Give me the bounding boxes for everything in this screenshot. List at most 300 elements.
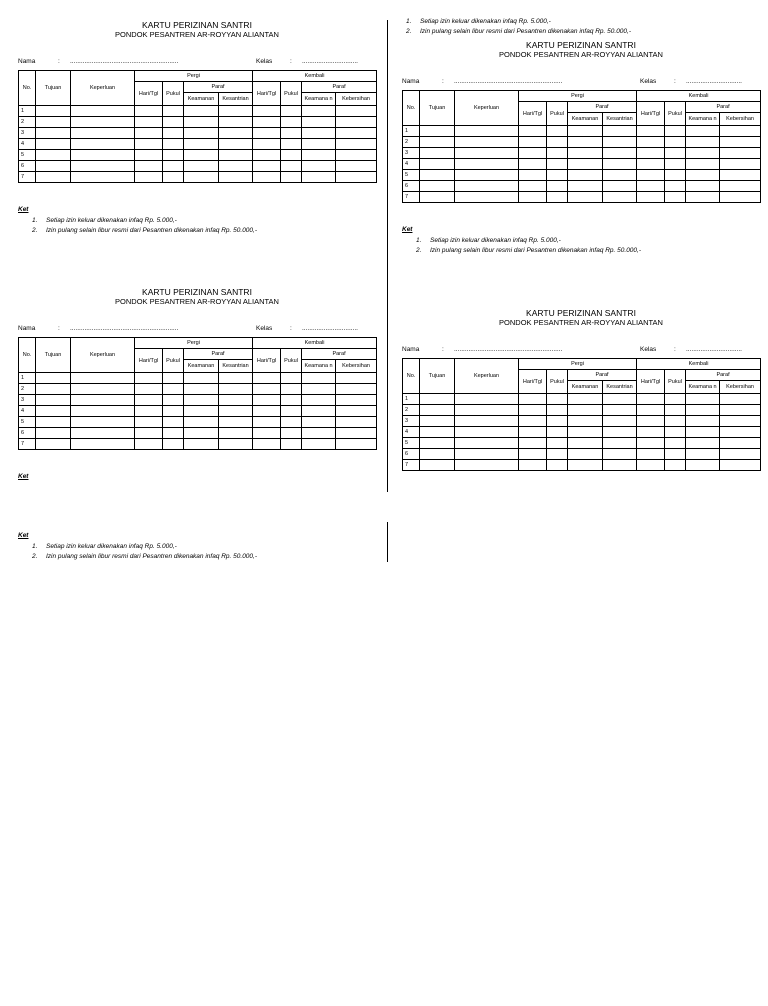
table-cell[interactable]	[281, 106, 302, 117]
table-cell[interactable]	[219, 139, 253, 150]
table-cell[interactable]	[163, 128, 184, 139]
table-cell[interactable]	[36, 428, 71, 439]
table-cell[interactable]	[336, 128, 377, 139]
table-cell[interactable]	[420, 449, 455, 460]
table-cell[interactable]	[219, 117, 253, 128]
table-cell[interactable]	[163, 172, 184, 183]
table-cell[interactable]	[665, 460, 686, 471]
table-cell[interactable]	[302, 428, 336, 439]
table-cell[interactable]	[184, 172, 219, 183]
table-cell[interactable]	[686, 438, 720, 449]
table-cell[interactable]	[302, 172, 336, 183]
table-cell[interactable]	[71, 161, 135, 172]
table-cell[interactable]	[71, 406, 135, 417]
table-cell[interactable]	[568, 416, 603, 427]
table-cell[interactable]	[302, 395, 336, 406]
table-cell[interactable]	[720, 438, 761, 449]
table-cell[interactable]	[686, 449, 720, 460]
table-cell[interactable]	[603, 394, 637, 405]
table-cell[interactable]	[36, 117, 71, 128]
table-cell[interactable]	[665, 416, 686, 427]
table-cell[interactable]	[665, 449, 686, 460]
table-cell[interactable]	[163, 106, 184, 117]
table-cell[interactable]	[281, 128, 302, 139]
table-cell[interactable]	[135, 117, 163, 128]
table-cell[interactable]	[184, 406, 219, 417]
table-cell[interactable]	[336, 139, 377, 150]
table-cell[interactable]	[547, 170, 568, 181]
table-cell[interactable]	[184, 128, 219, 139]
table-cell[interactable]	[253, 128, 281, 139]
table-cell[interactable]	[455, 449, 519, 460]
table-cell[interactable]	[665, 394, 686, 405]
table-cell[interactable]	[184, 150, 219, 161]
row-number: 6	[403, 449, 420, 460]
table-cell[interactable]	[163, 417, 184, 428]
table-cell[interactable]	[603, 148, 637, 159]
table-cell[interactable]	[637, 460, 665, 471]
table-cell[interactable]	[253, 150, 281, 161]
table-cell[interactable]	[519, 405, 547, 416]
table-cell[interactable]	[547, 449, 568, 460]
table-cell[interactable]	[603, 126, 637, 137]
table-cell[interactable]	[71, 172, 135, 183]
nama-field[interactable]: ............................................................	[70, 58, 179, 65]
table-cell[interactable]	[184, 417, 219, 428]
table-cell[interactable]	[420, 416, 455, 427]
table-cell[interactable]	[665, 126, 686, 137]
table-cell[interactable]	[519, 148, 547, 159]
table-cell[interactable]	[637, 126, 665, 137]
table-cell[interactable]	[686, 460, 720, 471]
table-cell[interactable]	[36, 161, 71, 172]
table-cell[interactable]	[163, 117, 184, 128]
table-cell[interactable]	[420, 126, 455, 137]
table-cell[interactable]	[163, 150, 184, 161]
table-cell[interactable]	[36, 395, 71, 406]
table-cell[interactable]	[720, 460, 761, 471]
table-cell[interactable]	[253, 417, 281, 428]
table-cell[interactable]	[519, 170, 547, 181]
table-cell[interactable]	[420, 394, 455, 405]
table-cell[interactable]	[336, 172, 377, 183]
table-cell[interactable]	[71, 384, 135, 395]
table-cell[interactable]	[281, 172, 302, 183]
kelas-field[interactable]: ...............................	[686, 78, 742, 85]
table-cell[interactable]	[665, 137, 686, 148]
table-cell[interactable]	[455, 438, 519, 449]
table-cell[interactable]	[720, 159, 761, 170]
table-cell[interactable]	[720, 427, 761, 438]
table-cell[interactable]	[336, 439, 377, 450]
table-cell[interactable]	[163, 395, 184, 406]
table-cell[interactable]	[568, 192, 603, 203]
table-cell[interactable]	[665, 405, 686, 416]
table-cell[interactable]	[665, 192, 686, 203]
table-cell[interactable]	[637, 449, 665, 460]
table-cell[interactable]	[603, 192, 637, 203]
table-cell[interactable]	[184, 139, 219, 150]
table-cell[interactable]	[36, 172, 71, 183]
table-cell[interactable]	[219, 395, 253, 406]
table-cell[interactable]	[302, 128, 336, 139]
table-cell[interactable]	[547, 438, 568, 449]
table-cell[interactable]	[637, 427, 665, 438]
table-cell[interactable]	[665, 181, 686, 192]
table-cell[interactable]	[547, 181, 568, 192]
table-cell[interactable]	[455, 192, 519, 203]
table-cell[interactable]	[519, 449, 547, 460]
table-cell[interactable]	[336, 417, 377, 428]
table-cell[interactable]	[219, 406, 253, 417]
table-cell[interactable]	[603, 170, 637, 181]
table-cell[interactable]	[135, 395, 163, 406]
table-cell[interactable]	[568, 449, 603, 460]
table-cell[interactable]	[720, 192, 761, 203]
table-cell[interactable]	[603, 438, 637, 449]
table-cell[interactable]	[336, 384, 377, 395]
table-cell[interactable]	[603, 159, 637, 170]
table-cell[interactable]	[135, 384, 163, 395]
table-cell[interactable]	[519, 460, 547, 471]
table-row	[19, 117, 377, 128]
table-cell[interactable]	[302, 417, 336, 428]
table-cell[interactable]	[720, 137, 761, 148]
table-cell[interactable]	[302, 117, 336, 128]
table-cell[interactable]	[36, 106, 71, 117]
table-cell[interactable]	[420, 192, 455, 203]
table-cell[interactable]	[71, 139, 135, 150]
table-cell[interactable]	[281, 150, 302, 161]
table-cell[interactable]	[568, 148, 603, 159]
table-cell[interactable]	[455, 416, 519, 427]
table-cell[interactable]	[71, 106, 135, 117]
table-cell[interactable]	[720, 181, 761, 192]
table-cell[interactable]	[686, 394, 720, 405]
table-cell[interactable]	[135, 439, 163, 450]
table-cell[interactable]	[637, 438, 665, 449]
table-cell[interactable]	[519, 427, 547, 438]
table-cell[interactable]	[253, 373, 281, 384]
table-cell[interactable]	[637, 192, 665, 203]
table-cell[interactable]	[253, 395, 281, 406]
table-cell[interactable]	[568, 460, 603, 471]
table-cell[interactable]	[71, 128, 135, 139]
table-cell[interactable]	[568, 181, 603, 192]
table-cell[interactable]	[603, 405, 637, 416]
nama-field[interactable]: ............................................................	[454, 346, 563, 353]
table-cell[interactable]	[455, 126, 519, 137]
table-cell[interactable]	[281, 384, 302, 395]
table-cell[interactable]	[184, 428, 219, 439]
table-cell[interactable]	[302, 406, 336, 417]
table-cell[interactable]	[281, 117, 302, 128]
table-cell[interactable]	[420, 427, 455, 438]
table-cell[interactable]	[637, 181, 665, 192]
table-cell[interactable]	[420, 460, 455, 471]
table-cell[interactable]	[519, 192, 547, 203]
table-cell[interactable]	[720, 170, 761, 181]
table-cell[interactable]	[547, 405, 568, 416]
table-cell[interactable]	[219, 384, 253, 395]
table-cell[interactable]	[135, 417, 163, 428]
table-cell[interactable]	[568, 170, 603, 181]
table-cell[interactable]	[519, 159, 547, 170]
table-cell[interactable]	[547, 137, 568, 148]
table-cell[interactable]	[420, 170, 455, 181]
table-cell[interactable]	[336, 373, 377, 384]
table-cell[interactable]	[219, 150, 253, 161]
table-cell[interactable]	[686, 137, 720, 148]
table-cell[interactable]	[336, 428, 377, 439]
nama-field[interactable]: ............................................................	[454, 78, 563, 85]
table-cell[interactable]	[219, 128, 253, 139]
table-cell[interactable]	[686, 427, 720, 438]
table-cell[interactable]	[603, 137, 637, 148]
table-cell[interactable]	[163, 161, 184, 172]
table-cell[interactable]	[455, 394, 519, 405]
table-cell[interactable]	[135, 172, 163, 183]
table-cell[interactable]	[603, 460, 637, 471]
table-cell[interactable]	[281, 417, 302, 428]
table-cell[interactable]	[71, 117, 135, 128]
table-cell[interactable]	[455, 181, 519, 192]
table-cell[interactable]	[36, 439, 71, 450]
table-cell[interactable]	[219, 161, 253, 172]
table-cell[interactable]	[163, 139, 184, 150]
table-cell[interactable]	[637, 148, 665, 159]
table-cell[interactable]	[519, 137, 547, 148]
table-cell[interactable]	[568, 427, 603, 438]
col-header-kembali: Kembali	[253, 71, 377, 82]
table-cell[interactable]	[336, 395, 377, 406]
table-cell[interactable]	[568, 394, 603, 405]
table-cell[interactable]	[665, 438, 686, 449]
table-cell[interactable]	[281, 439, 302, 450]
table-cell[interactable]	[547, 126, 568, 137]
table-cell[interactable]	[665, 148, 686, 159]
table-cell[interactable]	[135, 373, 163, 384]
table-cell[interactable]	[302, 384, 336, 395]
table-cell[interactable]	[603, 427, 637, 438]
table-cell[interactable]	[686, 148, 720, 159]
table-cell[interactable]	[302, 139, 336, 150]
table-cell[interactable]	[720, 405, 761, 416]
table-cell[interactable]	[420, 181, 455, 192]
table-cell[interactable]	[36, 417, 71, 428]
table-cell[interactable]	[336, 406, 377, 417]
table-cell[interactable]	[519, 126, 547, 137]
table-cell[interactable]	[720, 416, 761, 427]
kelas-field[interactable]: ...............................	[302, 325, 358, 332]
table-cell[interactable]	[686, 416, 720, 427]
col-header-hari-tgl: Hari/Tgl	[135, 349, 163, 373]
table-cell[interactable]	[135, 406, 163, 417]
table-cell[interactable]	[36, 384, 71, 395]
table-cell[interactable]	[547, 394, 568, 405]
table-cell[interactable]	[302, 150, 336, 161]
table-cell[interactable]	[420, 159, 455, 170]
table-cell[interactable]	[302, 439, 336, 450]
table-cell[interactable]	[336, 106, 377, 117]
row-number: 7	[19, 439, 36, 450]
table-cell[interactable]	[665, 427, 686, 438]
table-cell[interactable]	[603, 416, 637, 427]
table-cell[interactable]	[253, 172, 281, 183]
table-cell[interactable]	[219, 417, 253, 428]
table-cell[interactable]	[302, 161, 336, 172]
table-cell[interactable]	[455, 170, 519, 181]
table-cell[interactable]	[686, 170, 720, 181]
table-cell[interactable]	[184, 373, 219, 384]
table-cell[interactable]	[665, 170, 686, 181]
table-cell[interactable]	[686, 159, 720, 170]
table-cell[interactable]	[519, 438, 547, 449]
col-header-keamanan: Keamanan	[184, 360, 219, 373]
table-cell[interactable]	[637, 137, 665, 148]
table-cell[interactable]	[420, 405, 455, 416]
table-cell[interactable]	[281, 373, 302, 384]
table-cell[interactable]	[135, 128, 163, 139]
table-cell[interactable]	[420, 148, 455, 159]
col-header-hari-tgl: Hari/Tgl	[519, 370, 547, 394]
table-cell[interactable]	[71, 428, 135, 439]
table-cell[interactable]	[253, 106, 281, 117]
table-cell[interactable]	[135, 139, 163, 150]
table-cell[interactable]	[686, 405, 720, 416]
table-cell[interactable]	[281, 139, 302, 150]
card-subtitle: PONDOK PESANTREN AR-ROYYAN ALIANTAN	[499, 318, 663, 327]
table-cell[interactable]	[219, 172, 253, 183]
ket-label: Ket	[18, 206, 29, 213]
table-cell[interactable]	[336, 117, 377, 128]
table-cell[interactable]	[519, 394, 547, 405]
table-cell[interactable]	[71, 439, 135, 450]
table-cell[interactable]	[71, 150, 135, 161]
table-cell[interactable]	[568, 405, 603, 416]
table-cell[interactable]	[637, 159, 665, 170]
table-cell[interactable]	[184, 439, 219, 450]
permit-table	[18, 70, 377, 183]
table-cell[interactable]	[253, 384, 281, 395]
table-cell[interactable]	[547, 148, 568, 159]
table-cell[interactable]	[568, 159, 603, 170]
table-cell[interactable]	[253, 406, 281, 417]
table-cell[interactable]	[720, 394, 761, 405]
table-cell[interactable]	[455, 460, 519, 471]
table-cell[interactable]	[163, 428, 184, 439]
table-cell[interactable]	[455, 427, 519, 438]
table-cell[interactable]	[568, 137, 603, 148]
table-cell[interactable]	[71, 395, 135, 406]
table-cell[interactable]	[547, 427, 568, 438]
table-cell[interactable]	[163, 384, 184, 395]
table-cell[interactable]	[637, 416, 665, 427]
table-cell[interactable]	[71, 417, 135, 428]
table-cell[interactable]	[71, 373, 135, 384]
table-cell[interactable]	[219, 373, 253, 384]
kelas-field[interactable]: ...............................	[302, 58, 358, 65]
table-cell[interactable]	[336, 161, 377, 172]
table-cell[interactable]	[281, 406, 302, 417]
table-cell[interactable]	[36, 139, 71, 150]
table-cell[interactable]	[519, 416, 547, 427]
table-cell[interactable]	[219, 428, 253, 439]
table-cell[interactable]	[455, 137, 519, 148]
table-cell[interactable]	[36, 373, 71, 384]
table-cell[interactable]	[302, 373, 336, 384]
kelas-field[interactable]: ...............................	[686, 346, 742, 353]
table-cell[interactable]	[547, 460, 568, 471]
table-cell[interactable]	[219, 439, 253, 450]
table-cell[interactable]	[36, 150, 71, 161]
table-cell[interactable]	[184, 106, 219, 117]
table-cell[interactable]	[686, 181, 720, 192]
table-cell[interactable]	[665, 159, 686, 170]
table-cell[interactable]	[253, 439, 281, 450]
table-cell[interactable]	[253, 161, 281, 172]
table-cell[interactable]	[36, 406, 71, 417]
table-cell[interactable]	[281, 161, 302, 172]
table-cell[interactable]	[686, 126, 720, 137]
table-cell[interactable]	[253, 117, 281, 128]
table-cell[interactable]	[420, 438, 455, 449]
table-cell[interactable]	[637, 405, 665, 416]
table-cell[interactable]	[568, 438, 603, 449]
table-cell[interactable]	[420, 137, 455, 148]
table-cell[interactable]	[547, 416, 568, 427]
table-cell[interactable]	[135, 106, 163, 117]
table-cell[interactable]	[519, 181, 547, 192]
table-cell[interactable]	[547, 159, 568, 170]
table-cell[interactable]	[720, 148, 761, 159]
table-cell[interactable]	[219, 106, 253, 117]
table-cell[interactable]	[36, 128, 71, 139]
table-cell[interactable]	[302, 106, 336, 117]
table-cell[interactable]	[163, 373, 184, 384]
row-number: 2	[403, 405, 420, 416]
table-cell[interactable]	[253, 139, 281, 150]
table-cell[interactable]	[253, 428, 281, 439]
table-cell[interactable]	[568, 126, 603, 137]
table-cell[interactable]	[455, 148, 519, 159]
table-cell[interactable]	[720, 449, 761, 460]
table-cell[interactable]	[455, 159, 519, 170]
table-cell[interactable]	[184, 384, 219, 395]
table-cell[interactable]	[184, 161, 219, 172]
table-cell[interactable]	[720, 126, 761, 137]
table-cell[interactable]	[135, 428, 163, 439]
table-cell[interactable]	[184, 117, 219, 128]
table-cell[interactable]	[637, 170, 665, 181]
table-cell[interactable]	[547, 192, 568, 203]
table-cell[interactable]	[686, 192, 720, 203]
table-cell[interactable]	[163, 439, 184, 450]
table-cell[interactable]	[135, 150, 163, 161]
table-cell[interactable]	[336, 150, 377, 161]
table-cell[interactable]	[603, 181, 637, 192]
nama-field[interactable]: ............................................................	[70, 325, 179, 332]
table-cell[interactable]	[281, 395, 302, 406]
col-header-keamanan: Keamanan	[568, 381, 603, 394]
table-cell[interactable]	[603, 449, 637, 460]
table-cell[interactable]	[135, 161, 163, 172]
table-cell[interactable]	[637, 394, 665, 405]
table-cell[interactable]	[163, 406, 184, 417]
table-cell[interactable]	[281, 428, 302, 439]
table-cell[interactable]	[184, 395, 219, 406]
table-cell[interactable]	[455, 405, 519, 416]
